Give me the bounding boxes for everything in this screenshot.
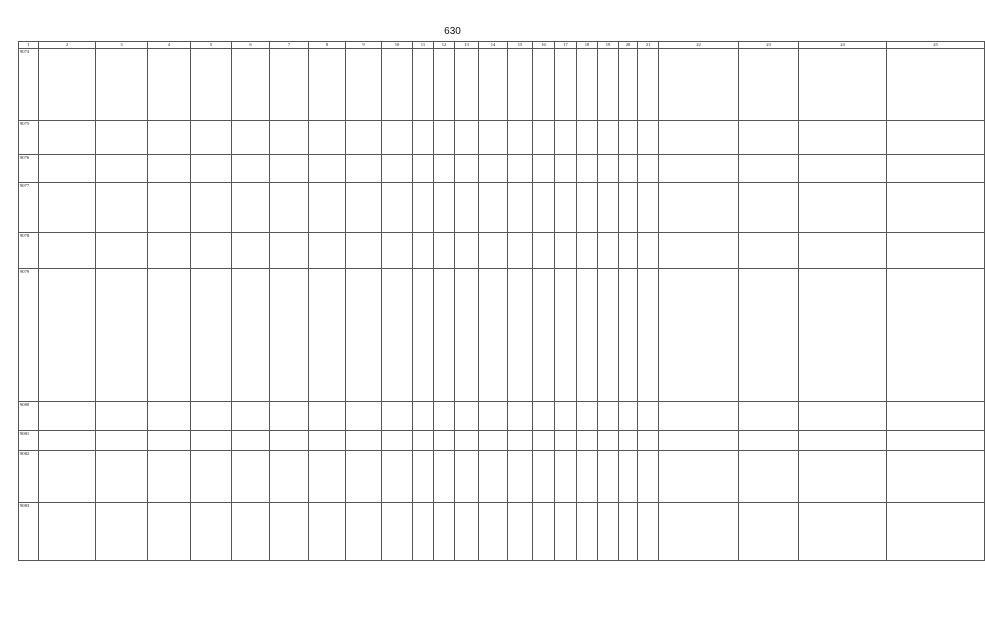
table-cell — [232, 155, 270, 183]
table-cell — [533, 155, 555, 183]
table-cell — [508, 233, 533, 269]
table-cell — [39, 451, 96, 503]
column-number: 14 — [479, 42, 508, 49]
table-cell — [533, 121, 555, 155]
table-cell — [191, 503, 232, 561]
table-cell — [508, 121, 533, 155]
column-numbers-row — [19, 42, 985, 49]
table-cell — [148, 121, 191, 155]
table-cell — [382, 183, 413, 233]
column-number: 2 — [39, 42, 96, 49]
column-number: 17 — [555, 42, 577, 49]
table-cell — [887, 121, 985, 155]
table-cell — [270, 183, 309, 233]
table-cell — [309, 121, 346, 155]
table-cell — [533, 402, 555, 431]
table-cell — [887, 503, 985, 561]
table-cell — [346, 402, 382, 431]
table-cell — [479, 183, 508, 233]
table-cell — [96, 121, 148, 155]
table-cell — [577, 233, 598, 269]
table-cell — [638, 49, 659, 121]
table-cell — [455, 503, 479, 561]
column-number: 19 — [598, 42, 619, 49]
table-cell — [309, 503, 346, 561]
table-cell — [598, 503, 619, 561]
table-cell — [638, 233, 659, 269]
table-cell — [739, 451, 799, 503]
table-cell — [619, 121, 638, 155]
table-cell — [413, 503, 434, 561]
table-cell — [619, 431, 638, 451]
table-cell — [455, 183, 479, 233]
table-cell — [382, 233, 413, 269]
table-cell — [191, 431, 232, 451]
table-cell — [508, 49, 533, 121]
row-number-cell: 9074 — [19, 49, 39, 121]
table-cell — [413, 431, 434, 451]
table-cell — [638, 121, 659, 155]
column-number: 21 — [638, 42, 659, 49]
table-cell — [739, 121, 799, 155]
table-cell — [434, 155, 455, 183]
table-cell — [577, 451, 598, 503]
table-cell — [739, 155, 799, 183]
column-number: 12 — [434, 42, 455, 49]
table-cell — [270, 269, 309, 402]
table-cell — [148, 402, 191, 431]
table-cell — [479, 155, 508, 183]
table-cell — [39, 431, 96, 451]
table-cell — [434, 121, 455, 155]
table-cell — [96, 269, 148, 402]
table-cell — [270, 402, 309, 431]
table-cell — [413, 49, 434, 121]
table-cell — [598, 431, 619, 451]
column-number: 15 — [508, 42, 533, 49]
table-cell — [96, 183, 148, 233]
table-cell — [577, 503, 598, 561]
table-cell — [434, 431, 455, 451]
table-cell — [434, 49, 455, 121]
table-cell — [533, 183, 555, 233]
table-cell — [455, 233, 479, 269]
table-cell — [479, 451, 508, 503]
table-cell — [455, 451, 479, 503]
table-cell — [508, 402, 533, 431]
table-cell — [346, 233, 382, 269]
table-cell — [309, 233, 346, 269]
table-cell — [39, 402, 96, 431]
table-cell — [232, 503, 270, 561]
table-cell — [508, 503, 533, 561]
table-cell — [479, 431, 508, 451]
table-cell — [382, 451, 413, 503]
table-cell — [659, 183, 739, 233]
table-cell — [346, 155, 382, 183]
table-cell — [479, 121, 508, 155]
table-cell — [739, 431, 799, 451]
table-cell — [382, 121, 413, 155]
table-cell — [434, 402, 455, 431]
table-cell — [619, 269, 638, 402]
table-cell — [382, 431, 413, 451]
table-cell — [191, 49, 232, 121]
table-cell — [270, 451, 309, 503]
table-cell — [887, 402, 985, 431]
table-cell — [191, 402, 232, 431]
table-cell — [555, 183, 577, 233]
table-cell — [148, 269, 191, 402]
table-cell — [659, 451, 739, 503]
table-cell — [382, 49, 413, 121]
table-cell — [346, 269, 382, 402]
table-cell — [598, 155, 619, 183]
table-cell — [39, 269, 96, 402]
table-cell — [309, 183, 346, 233]
table-cell — [533, 431, 555, 451]
table-cell — [232, 431, 270, 451]
table-cell — [533, 49, 555, 121]
table-cell — [533, 503, 555, 561]
table-cell — [508, 155, 533, 183]
table-cell — [577, 431, 598, 451]
table-cell — [799, 451, 887, 503]
table-cell — [455, 155, 479, 183]
table-cell — [191, 269, 232, 402]
table-cell — [270, 431, 309, 451]
table-cell — [434, 451, 455, 503]
table-cell — [659, 431, 739, 451]
table-row — [19, 155, 985, 183]
table-cell — [799, 503, 887, 561]
table-cell — [434, 269, 455, 402]
table-cell — [191, 121, 232, 155]
table-cell — [887, 49, 985, 121]
table-cell — [191, 451, 232, 503]
column-number: 20 — [619, 42, 638, 49]
table-cell — [799, 121, 887, 155]
table-cell — [887, 233, 985, 269]
column-number: 7 — [270, 42, 309, 49]
table-cell — [739, 183, 799, 233]
table-cell — [619, 503, 638, 561]
table-cell — [659, 49, 739, 121]
table-cell — [270, 121, 309, 155]
table-cell — [346, 183, 382, 233]
table-cell — [309, 402, 346, 431]
table-cell — [382, 402, 413, 431]
table-cell — [555, 155, 577, 183]
table-cell — [346, 431, 382, 451]
table-cell — [232, 451, 270, 503]
table-cell — [659, 233, 739, 269]
row-number-cell: 9081 — [19, 431, 39, 451]
table-cell — [533, 269, 555, 402]
row-number-cell: 9075 — [19, 121, 39, 155]
column-number: 25 — [887, 42, 985, 49]
table-cell — [39, 155, 96, 183]
table-cell — [413, 121, 434, 155]
column-number: 9 — [346, 42, 382, 49]
table-cell — [577, 49, 598, 121]
table-cell — [434, 503, 455, 561]
table-cell — [309, 451, 346, 503]
table-cell — [638, 451, 659, 503]
table-cell — [619, 155, 638, 183]
table-cell — [96, 431, 148, 451]
table-cell — [232, 121, 270, 155]
table-cell — [270, 233, 309, 269]
table-cell — [39, 233, 96, 269]
table-cell — [619, 402, 638, 431]
table-cell — [191, 183, 232, 233]
table-cell — [270, 155, 309, 183]
table-cell — [413, 183, 434, 233]
table-cell — [659, 503, 739, 561]
table-cell — [346, 451, 382, 503]
table-cell — [577, 269, 598, 402]
table-cell — [577, 402, 598, 431]
row-number-cell: 9077 — [19, 183, 39, 233]
table-cell — [309, 155, 346, 183]
table-cell — [232, 233, 270, 269]
table-cell — [232, 49, 270, 121]
table-cell — [455, 269, 479, 402]
table-cell — [577, 183, 598, 233]
table-cell — [148, 503, 191, 561]
table-cell — [309, 269, 346, 402]
table-cell — [638, 503, 659, 561]
table-cell — [555, 402, 577, 431]
table-cell — [148, 183, 191, 233]
table-cell — [799, 233, 887, 269]
table-row — [19, 402, 985, 431]
column-number: 11 — [413, 42, 434, 49]
table-cell — [739, 269, 799, 402]
table-cell — [533, 451, 555, 503]
table-cell — [739, 233, 799, 269]
table-cell — [382, 503, 413, 561]
table-cell — [508, 183, 533, 233]
column-number: 5 — [191, 42, 232, 49]
row-number-cell: 9076 — [19, 155, 39, 183]
table-cell — [508, 451, 533, 503]
table-cell — [887, 183, 985, 233]
table-cell — [555, 269, 577, 402]
table-cell — [479, 503, 508, 561]
row-number-cell: 9080 — [19, 402, 39, 431]
table-cell — [39, 121, 96, 155]
table-cell — [455, 49, 479, 121]
table-cell — [96, 49, 148, 121]
table-row — [19, 49, 985, 121]
table-cell — [887, 451, 985, 503]
table-cell — [555, 121, 577, 155]
table-cell — [382, 269, 413, 402]
table-cell — [96, 233, 148, 269]
table-cell — [638, 431, 659, 451]
table-cell — [309, 431, 346, 451]
table-cell — [555, 233, 577, 269]
table-cell — [346, 49, 382, 121]
table-cell — [434, 233, 455, 269]
table-cell — [659, 121, 739, 155]
table-row — [19, 503, 985, 561]
table-cell — [533, 233, 555, 269]
table-cell — [799, 269, 887, 402]
table-cell — [555, 49, 577, 121]
table-cell — [148, 233, 191, 269]
table-cell — [619, 233, 638, 269]
table-cell — [799, 183, 887, 233]
column-number: 23 — [739, 42, 799, 49]
table-cell — [887, 269, 985, 402]
table-cell — [232, 269, 270, 402]
column-number: 4 — [148, 42, 191, 49]
table-cell — [148, 155, 191, 183]
table-row — [19, 451, 985, 503]
table-cell — [598, 233, 619, 269]
table-cell — [619, 451, 638, 503]
column-number: 8 — [309, 42, 346, 49]
table-cell — [232, 402, 270, 431]
table-cell — [799, 402, 887, 431]
table-cell — [739, 503, 799, 561]
column-number: 1 — [19, 42, 39, 49]
table-row — [19, 183, 985, 233]
table-cell — [598, 451, 619, 503]
column-number: 10 — [382, 42, 413, 49]
table-cell — [479, 233, 508, 269]
table-cell — [96, 402, 148, 431]
column-number: 22 — [659, 42, 739, 49]
table-cell — [508, 269, 533, 402]
table-cell — [555, 451, 577, 503]
column-number: 16 — [533, 42, 555, 49]
table-cell — [555, 431, 577, 451]
table-cell — [270, 503, 309, 561]
table-row — [19, 269, 985, 402]
row-number-cell: 9079 — [19, 269, 39, 402]
table-cell — [382, 155, 413, 183]
column-number: 3 — [96, 42, 148, 49]
table-cell — [479, 49, 508, 121]
column-number: 18 — [577, 42, 598, 49]
table-cell — [346, 121, 382, 155]
table-row — [19, 121, 985, 155]
table-cell — [39, 503, 96, 561]
table-cell — [148, 431, 191, 451]
table-cell — [598, 269, 619, 402]
table-cell — [638, 183, 659, 233]
table-cell — [619, 183, 638, 233]
table-cell — [232, 183, 270, 233]
table-cell — [96, 503, 148, 561]
table-cell — [659, 269, 739, 402]
table-cell — [619, 49, 638, 121]
table-cell — [434, 183, 455, 233]
table-cell — [413, 402, 434, 431]
table-cell — [799, 155, 887, 183]
table-cell — [413, 233, 434, 269]
column-number: 24 — [799, 42, 887, 49]
table-cell — [96, 155, 148, 183]
table-cell — [96, 451, 148, 503]
table-cell — [39, 183, 96, 233]
table-cell — [309, 49, 346, 121]
column-number: 6 — [232, 42, 270, 49]
table-cell — [148, 451, 191, 503]
table-cell — [739, 402, 799, 431]
register-table — [18, 41, 985, 561]
row-number-cell: 9083 — [19, 503, 39, 561]
table-cell — [577, 155, 598, 183]
table-cell — [39, 49, 96, 121]
table-cell — [508, 431, 533, 451]
table-cell — [598, 49, 619, 121]
table-cell — [598, 121, 619, 155]
table-cell — [148, 49, 191, 121]
table-row — [19, 431, 985, 451]
table-cell — [455, 402, 479, 431]
table-cell — [638, 155, 659, 183]
table-cell — [799, 49, 887, 121]
table-cell — [739, 49, 799, 121]
table-cell — [555, 503, 577, 561]
table-cell — [413, 269, 434, 402]
table-cell — [659, 155, 739, 183]
table-cell — [270, 49, 309, 121]
table-cell — [455, 121, 479, 155]
table-cell — [598, 402, 619, 431]
page-number: 630 — [444, 26, 461, 37]
table-cell — [479, 402, 508, 431]
row-number-cell: 9082 — [19, 451, 39, 503]
table-cell — [887, 431, 985, 451]
table-cell — [887, 155, 985, 183]
table-cell — [191, 233, 232, 269]
table-cell — [346, 503, 382, 561]
table-cell — [659, 402, 739, 431]
table-cell — [799, 431, 887, 451]
table-cell — [455, 431, 479, 451]
table-cell — [413, 155, 434, 183]
table-cell — [191, 155, 232, 183]
table-cell — [413, 451, 434, 503]
table-row — [19, 233, 985, 269]
column-number: 13 — [455, 42, 479, 49]
row-number-cell: 9078 — [19, 233, 39, 269]
table-cell — [479, 269, 508, 402]
table-cell — [598, 183, 619, 233]
table-cell — [577, 121, 598, 155]
table-cell — [638, 402, 659, 431]
table-cell — [638, 269, 659, 402]
